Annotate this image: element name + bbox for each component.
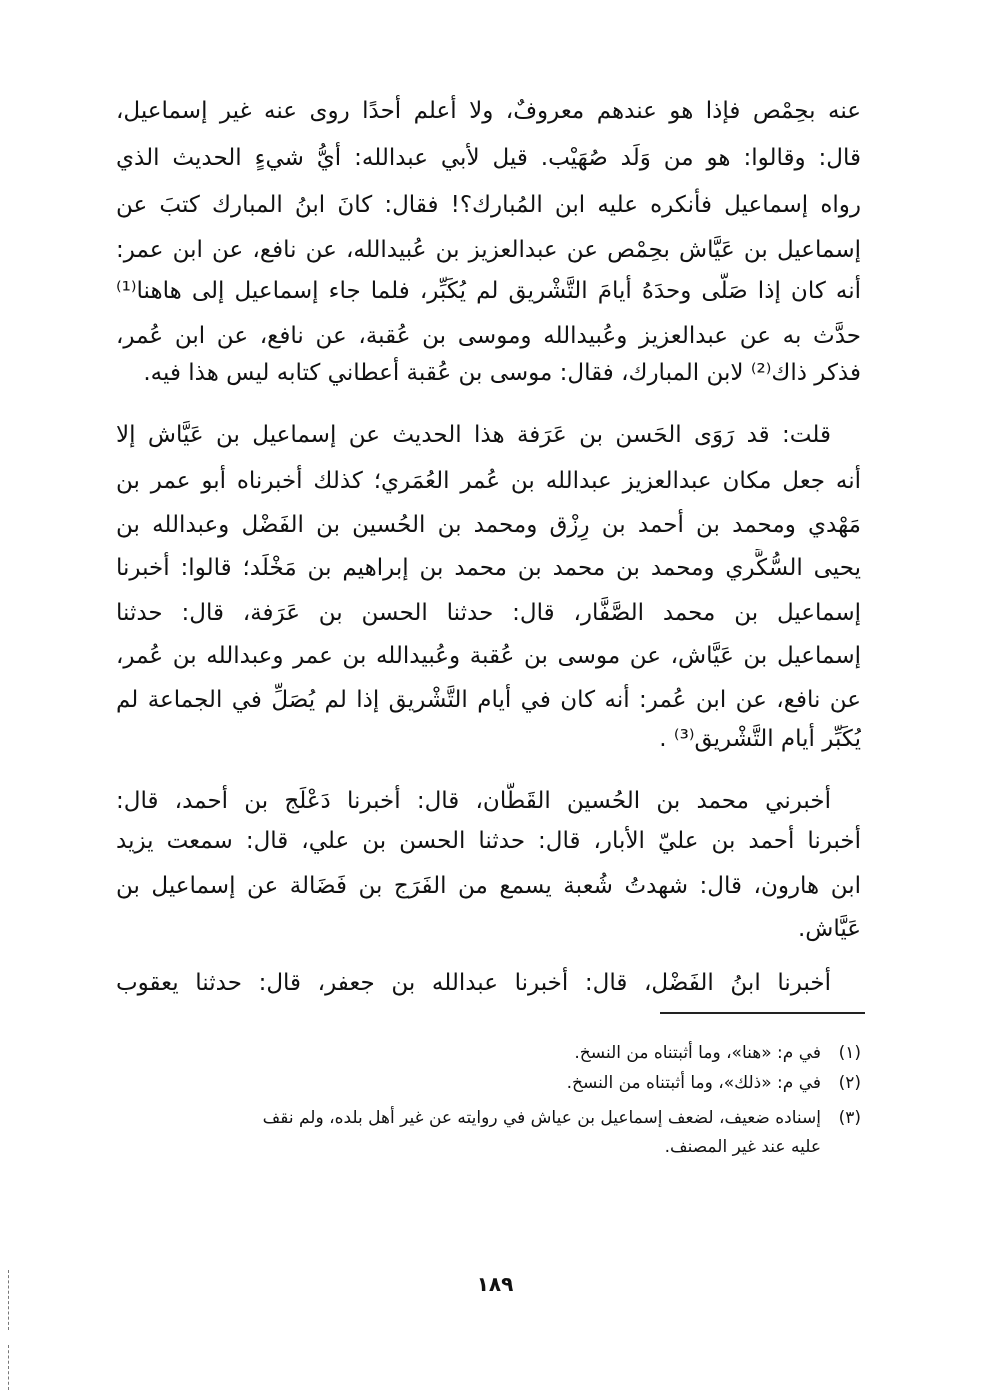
text-line: فذكر ذاك⁽²⁾ لابن المبارك، فقال: موسى بن عُقبة أعطاني كتابه ليس هذا فيه. [143,360,861,386]
text-line: عن نافع، عن ابن عُمر: أنه كان في أيام التَّشْريق إذا لم يُصَلِّ في الجماعة لم [116,687,861,713]
text-line: أنه جعل مكان عبدالعزيز عبدالله بن عُمر العُمَري؛ كذلك أخبرناه أبو عمر بن [116,468,861,494]
scan-edge-mark [8,1345,9,1390]
footnote-1 [116,1040,861,1066]
text-line: ابن هارون، قال: شهدتُ شُعبة يسمع من الفَرَج بن فَضَالة عن إسماعيل بن [116,873,861,899]
text-line: مَهْدي ومحمد بن أحمد بن رِزْق ومحمد بن الحُسين بن الفَضْل وعبدالله بن [116,512,861,538]
scan-edge-mark [8,1270,9,1330]
text-line: إسماعيل بن محمد الصَّفَّار، قال: حدثنا الحسن بن عَرَفة، قال: حدثنا [116,600,861,626]
text-line: عَيَّاش. [797,916,861,942]
text-line: يُكَبِّر أيام التَّشْريق⁽³⁾ . [659,726,861,752]
paragraph-first-line: أخبرني محمد بن الحُسين القَطَّان، قال: أخبرنا دَعْلَج بن أحمد، قال: [116,788,831,814]
footnote-text: في م: «ذلك»، وما أثبتناه من النسخ. [566,1073,821,1093]
text-line: أخبرنا أحمد بن عليّ الأبار، قال: حدثنا الحسن بن علي، قال: سمعت يزيد [116,828,861,854]
footnote-number: (١) [838,1043,861,1063]
text-line: عنه بحِمْص فإذا هو عندهم معروفٌ، ولا أعلم أحدًا روى عنه غير إسماعيل، [116,98,861,124]
text-line: يحيى السُّكَّري ومحمد بن محمد بن محمد بن إبراهيم بن مَخْلَد؛ قالوا: أخبرنا [116,555,861,581]
footnote-separator [660,1012,865,1014]
text-line: أنه كان إذا صَلَّى وحدَهُ أيامَ التَّشْريق لم يُكَبِّر، فلما جاء إسماعيل إلى هاهنا⁽¹⁾ [116,278,861,304]
paragraph-first-line: قلت: قد رَوَى الحَسن بن عَرَفة هذا الحديث عن إسماعيل بن عَيَّاش إلا [116,422,831,448]
paragraph-first-line: أخبرنا ابنُ الفَضْل، قال: أخبرنا عبدالله بن جعفر، قال: حدثنا يعقوب [116,970,831,996]
text-line: إسماعيل بن عَيَّاش بحِمْص عن عبدالعزيز بن عُبيدالله، عن نافع، عن ابن عمر: [116,237,861,263]
footnote-2 [116,1070,861,1096]
text-line: حدَّث به عن عبدالعزيز وعُبيدالله وموسى بن عُقبة، عن نافع، عن ابن عُمر، [116,323,861,349]
text-line: إسماعيل بن عَيَّاش، عن موسى بن عُقبة وعُبيدالله بن عمر وعبدالله بن عُمر، [116,643,861,669]
text-line: رواه إسماعيل فأنكره عليه ابن المُبارك؟! فقال: كانَ ابنُ المبارك كتبَ عن [116,192,861,218]
footnote-text: في م: «هنا»، وما أثبتناه من النسخ. [574,1043,821,1063]
footnote-3 [116,1105,861,1131]
page-number: ١٨٩ [476,1272,514,1296]
footnote-text: إسناده ضعيف، لضعف إسماعيل بن عياش في روايته عن غير أهل بلده، ولم نقف [262,1108,821,1128]
footnote-number: (٣) [838,1108,861,1128]
footnote-number: (٢) [838,1073,861,1093]
text-line: قال: وقالوا: هو من وَلَد صُهَيْب. قيل لأبي عبدالله: أيُّ شيءٍ الحديث الذي [116,145,861,171]
footnote-3-continuation: عليه عند غير المصنف. [664,1137,821,1157]
